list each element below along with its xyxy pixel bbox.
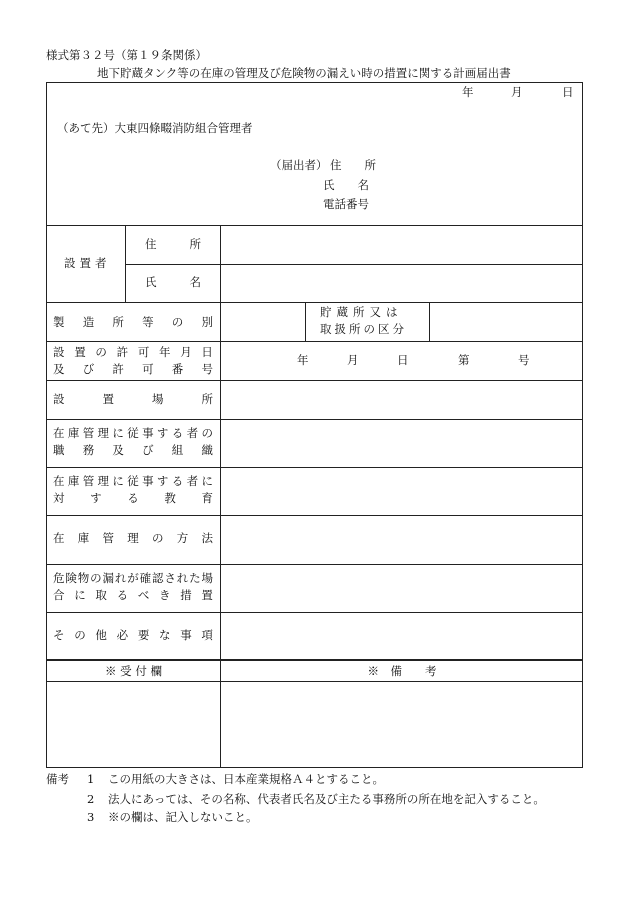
note-3-text: ※の欄は、記入しないこと。 xyxy=(108,810,258,824)
reception-header: ※ 受 付 欄 xyxy=(105,664,162,678)
installer-label: 設置者 xyxy=(64,256,111,270)
permit-go: 号 xyxy=(518,353,530,367)
addressee: （あて先）大東四條畷消防組合管理者 xyxy=(57,121,253,135)
installer-address-label: 住 所 xyxy=(145,237,201,251)
permit-year: 年 xyxy=(297,353,309,367)
notifier-label: （届出者） xyxy=(270,158,328,172)
education-label-2: 対 す る 教 育 xyxy=(53,491,213,505)
manufacture-type-label: 製 造 所 等 の 別 xyxy=(53,315,213,329)
staff-org-label-1: 在 庫 管 理 に 従 事 す る 者 の xyxy=(53,426,213,440)
notifier-name: 氏 名 xyxy=(323,178,369,192)
storage-type-label-2: 取扱所の区分 xyxy=(320,322,407,336)
leak-measures-label-1: 危 険 物 の 漏 れ が 確 認 さ れ た 場 xyxy=(53,571,213,585)
permit-label-1: 設 置 の 許 可 年 月 日 xyxy=(53,345,213,359)
permit-month: 月 xyxy=(347,353,359,367)
notes-label: 備考 xyxy=(46,772,69,786)
other-label: そ の 他 必 要 な 事 項 xyxy=(53,628,213,642)
date-year: 年 xyxy=(462,85,474,99)
form-number: 様式第３２号（第１９条関係） xyxy=(46,48,207,62)
permit-dai: 第 xyxy=(458,353,470,367)
method-label: 在 庫 管 理 の 方 法 xyxy=(53,531,213,545)
note-1-num: 1 xyxy=(87,772,95,786)
education-label-1: 在 庫 管 理 に 従 事 す る 者 に xyxy=(53,474,213,488)
leak-measures-label-2: 合 に 取 る べ き 措 置 xyxy=(53,588,213,602)
note-3-num: 3 xyxy=(87,810,95,824)
form-title: 地下貯蔵タンク等の在庫の管理及び危険物の漏えい時の措置に関する計画届出書 xyxy=(97,66,511,80)
notifier-phone: 電話番号 xyxy=(323,197,369,211)
installer-name-label: 氏 名 xyxy=(145,275,201,289)
note-2-text: 法人にあっては、その名称、代表者氏名及び主たる事務所の所在地を記入すること。 xyxy=(108,792,545,806)
notifier-address: 住 所 xyxy=(330,158,376,172)
location-label: 設 置 場 所 xyxy=(53,392,213,406)
staff-org-label-2: 職 務 及 び 組 織 xyxy=(53,443,213,457)
storage-type-label-1: 貯蔵所又は xyxy=(320,305,403,319)
remarks-header: ※ 備 考 xyxy=(367,664,437,678)
date-day: 日 xyxy=(562,85,574,99)
permit-label-2: 及 び 許 可 番 号 xyxy=(53,362,213,376)
permit-day: 日 xyxy=(397,353,409,367)
date-month: 月 xyxy=(511,85,523,99)
note-1-text: この用紙の大きさは、日本産業規格Ａ４とすること。 xyxy=(108,772,384,786)
note-2-num: 2 xyxy=(87,792,95,806)
